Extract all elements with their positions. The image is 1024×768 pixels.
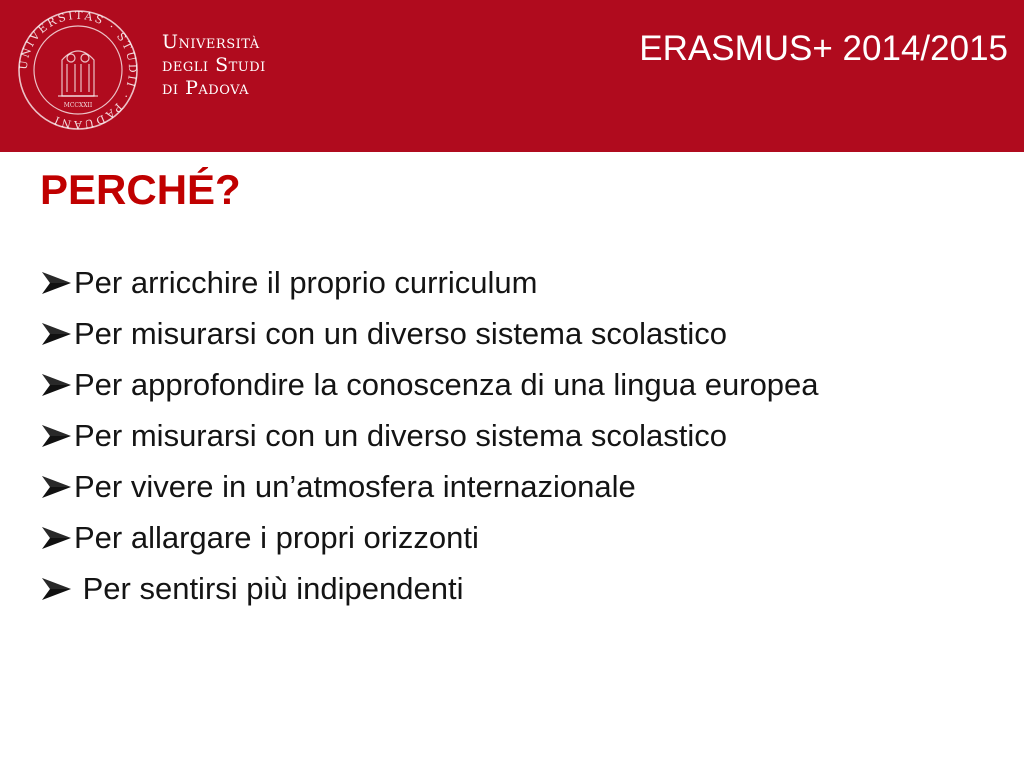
svg-text:MCCXXII: MCCXXII (63, 102, 93, 109)
header-bar (0, 0, 1024, 152)
bullet-text: Per vivere in un’atmosfera internazionale (74, 469, 636, 504)
list-item (40, 308, 1000, 359)
arrow-bullet-icon (40, 474, 74, 500)
bullet-list (40, 257, 1000, 614)
university-name (162, 31, 266, 100)
arrow-bullet-icon (40, 270, 74, 296)
university-name-line-1: Università (162, 31, 260, 53)
arrow-bullet-icon (40, 423, 74, 449)
bullet-text: Per approfondire la conoscenza di una lingua europea (74, 367, 819, 402)
list-item (40, 359, 1000, 410)
list-item (40, 410, 1000, 461)
list-item (40, 512, 1000, 563)
bullet-text: Per misurarsi con un diverso sistema scolastico (74, 316, 727, 351)
arrow-bullet-icon (40, 576, 74, 602)
bullet-text: Per arricchire il proprio curriculum (74, 265, 538, 300)
arrow-bullet-icon (40, 321, 74, 347)
arrow-bullet-icon (40, 372, 74, 398)
bullet-text: Per sentirsi più indipendenti (74, 571, 464, 606)
bullet-text: Per allargare i propri orizzonti (74, 520, 479, 555)
university-name-line-2: degli Studi (162, 54, 266, 76)
slide-heading: PERCHÉ? (40, 166, 241, 213)
university-seal-logo (16, 8, 140, 132)
list-item (40, 563, 1000, 614)
header-title: ERASMUS+ 2014/2015 (639, 29, 1008, 68)
bullet-text: Per misurarsi con un diverso sistema scolastico (74, 418, 727, 453)
university-name-line-3: di Padova (162, 77, 250, 99)
list-item (40, 257, 1000, 308)
list-item (40, 461, 1000, 512)
svg-text:UNIVERSITAS · STUDII · PADUANI: UNIVERSITAS · STUDII · PADUANI (16, 8, 140, 132)
arrow-bullet-icon (40, 525, 74, 551)
